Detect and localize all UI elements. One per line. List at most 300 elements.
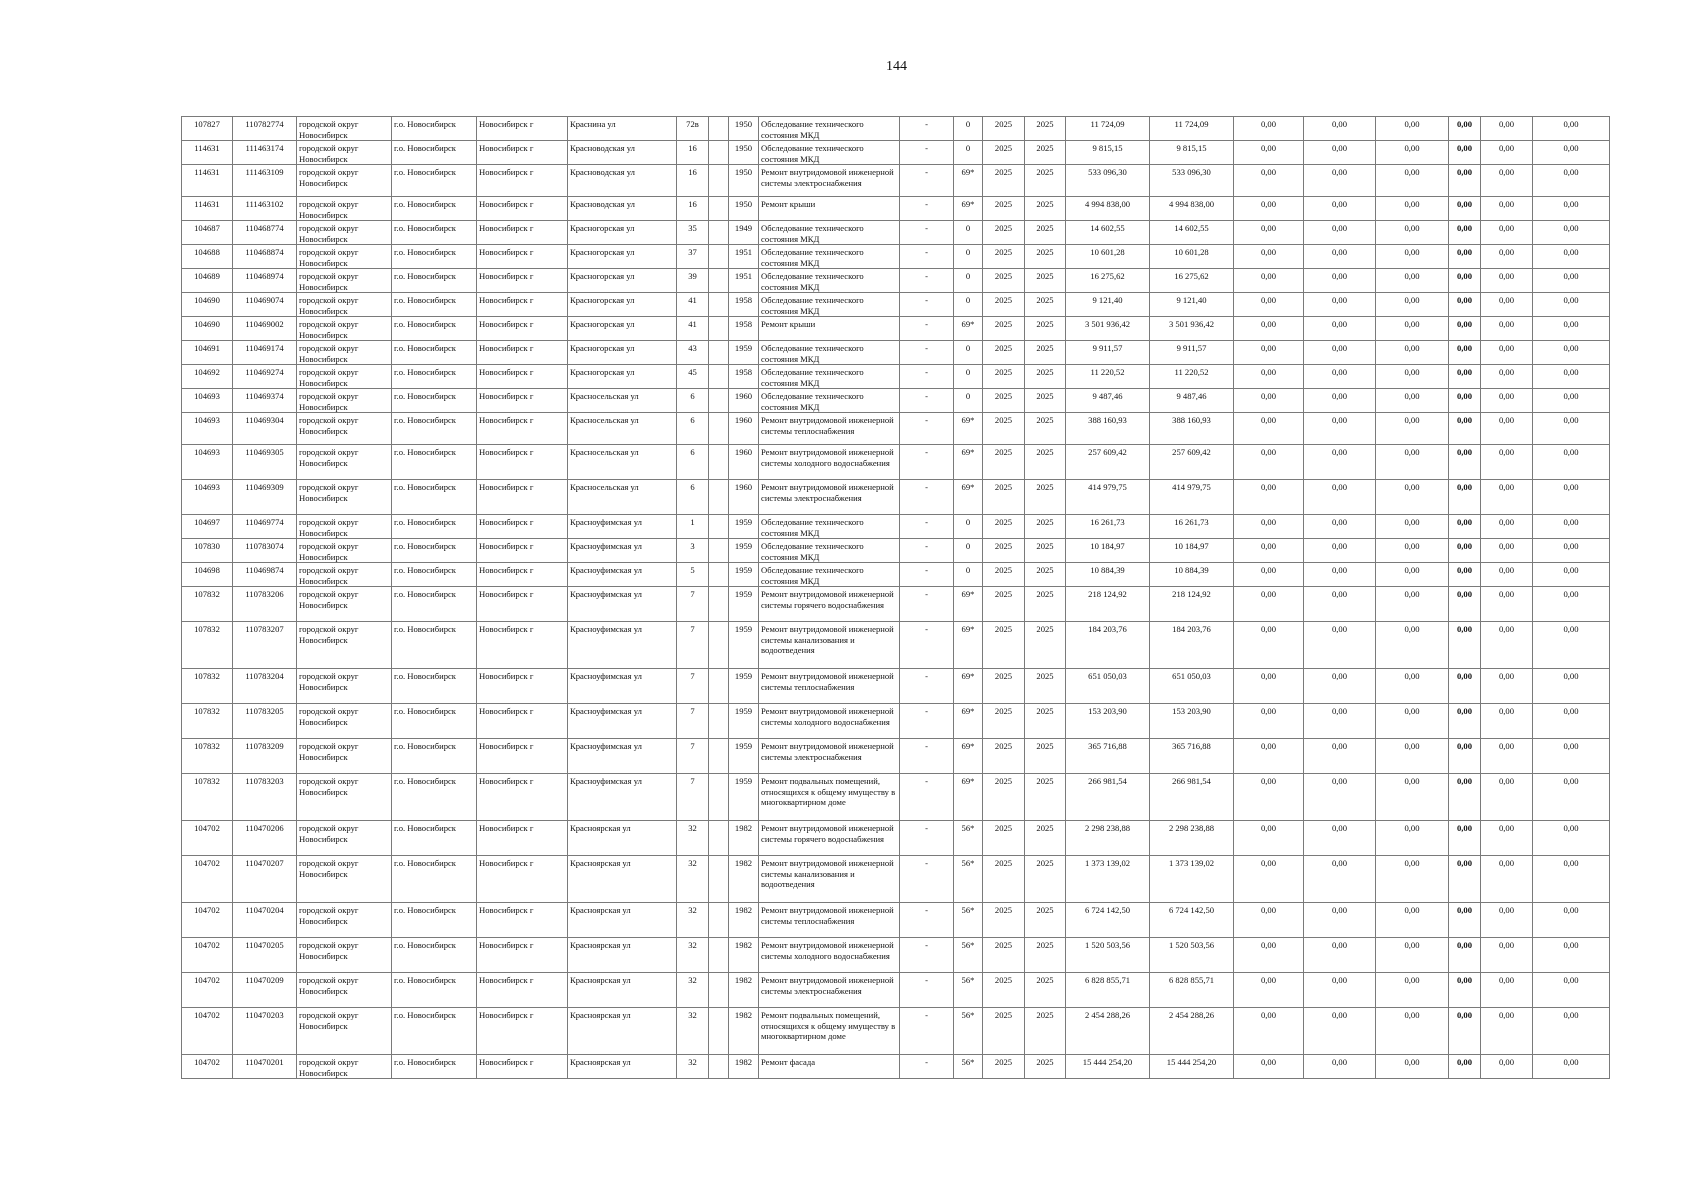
- table-row: [182, 165, 1610, 197]
- work-type-cell: Ремонт внутридомовой инженерной системы канализования и водоотведения: [759, 856, 900, 903]
- amount-cell-5: 0,00: [1481, 938, 1533, 973]
- year-cell: 1959: [729, 341, 759, 365]
- year-cell: 1958: [729, 317, 759, 341]
- street-cell: Красноярская ул: [568, 1055, 677, 1079]
- dash-cell: -: [900, 739, 954, 774]
- locality-cell: Новосибирск г: [477, 413, 568, 445]
- year-start-cell: 2025: [983, 245, 1025, 269]
- row-id: 107830: [182, 539, 233, 563]
- year-start-cell: 2025: [983, 445, 1025, 480]
- amount-cell-3: 0,00: [1376, 587, 1449, 622]
- locality-cell: Новосибирск г: [477, 269, 568, 293]
- year-start-cell: 2025: [983, 480, 1025, 515]
- municipality-cell: городской округ Новосибирск: [297, 856, 392, 903]
- year-cell: 1982: [729, 938, 759, 973]
- wear-percent-cell: 56*: [954, 973, 983, 1008]
- amount-cell-3: 0,00: [1376, 515, 1449, 539]
- municipality-cell: городской округ Новосибирск: [297, 973, 392, 1008]
- district-cell: г.о. Новосибирск: [392, 245, 477, 269]
- year-end-cell: 2025: [1025, 480, 1066, 515]
- amount-cell-4: 0,00: [1449, 117, 1481, 141]
- amount-cell-6: 0,00: [1533, 774, 1610, 821]
- work-type-cell: Ремонт подвальных помещений, относящихся к общему имуществу в многоквартирном доме: [759, 774, 900, 821]
- amount-cell-5: 0,00: [1481, 165, 1533, 197]
- street-cell: Красноярская ул: [568, 821, 677, 856]
- year-start-cell: 2025: [983, 669, 1025, 704]
- street-cell: Краснина ул: [568, 117, 677, 141]
- dash-cell: -: [900, 774, 954, 821]
- locality-cell: Новосибирск г: [477, 821, 568, 856]
- work-type-cell: Ремонт внутридомовой инженерной системы электроснабжения: [759, 973, 900, 1008]
- street-cell: Красноуфимская ул: [568, 669, 677, 704]
- dash-cell: -: [900, 141, 954, 165]
- wear-percent-cell: 69*: [954, 197, 983, 221]
- total-cost-cell: 14 602,55: [1150, 221, 1234, 245]
- street-cell: Красногорская ул: [568, 293, 677, 317]
- year-cell: 1950: [729, 141, 759, 165]
- wear-percent-cell: 56*: [954, 1055, 983, 1079]
- amount-cell-5: 0,00: [1481, 903, 1533, 938]
- municipality-cell: городской округ Новосибирск: [297, 539, 392, 563]
- amount-cell-6: 0,00: [1533, 587, 1610, 622]
- amount-cell-3: 0,00: [1376, 539, 1449, 563]
- work-type-cell: Ремонт внутридомовой инженерной системы холодного водоснабжения: [759, 704, 900, 739]
- amount-cell-2: 0,00: [1304, 141, 1376, 165]
- total-cost-cell: 218 124,92: [1150, 587, 1234, 622]
- street-cell: Красногорская ул: [568, 269, 677, 293]
- district-cell: г.о. Новосибирск: [392, 539, 477, 563]
- wear-percent-cell: 69*: [954, 445, 983, 480]
- blank-cell: [709, 669, 729, 704]
- cost-cell: 9 815,15: [1066, 141, 1150, 165]
- amount-cell-3: 0,00: [1376, 973, 1449, 1008]
- row-id: 104698: [182, 563, 233, 587]
- amount-cell-1: 0,00: [1234, 197, 1304, 221]
- amount-cell-3: 0,00: [1376, 445, 1449, 480]
- amount-cell-2: 0,00: [1304, 117, 1376, 141]
- blank-cell: [709, 141, 729, 165]
- row-id: 104690: [182, 317, 233, 341]
- total-cost-cell: 414 979,75: [1150, 480, 1234, 515]
- amount-cell-1: 0,00: [1234, 774, 1304, 821]
- row-code: 110469274: [233, 365, 297, 389]
- house-cell: 32: [677, 821, 709, 856]
- amount-cell-5: 0,00: [1481, 622, 1533, 669]
- house-cell: 43: [677, 341, 709, 365]
- cost-cell: 266 981,54: [1066, 774, 1150, 821]
- row-id: 107832: [182, 704, 233, 739]
- amount-cell-4: 0,00: [1449, 389, 1481, 413]
- year-cell: 1982: [729, 1008, 759, 1055]
- amount-cell-2: 0,00: [1304, 1055, 1376, 1079]
- amount-cell-5: 0,00: [1481, 269, 1533, 293]
- house-cell: 7: [677, 587, 709, 622]
- amount-cell-4: 0,00: [1449, 269, 1481, 293]
- municipality-cell: городской округ Новосибирск: [297, 821, 392, 856]
- row-id: 107827: [182, 117, 233, 141]
- district-cell: г.о. Новосибирск: [392, 165, 477, 197]
- locality-cell: Новосибирск г: [477, 539, 568, 563]
- cost-cell: 388 160,93: [1066, 413, 1150, 445]
- blank-cell: [709, 973, 729, 1008]
- district-cell: г.о. Новосибирск: [392, 774, 477, 821]
- district-cell: г.о. Новосибирск: [392, 445, 477, 480]
- year-start-cell: 2025: [983, 197, 1025, 221]
- amount-cell-6: 0,00: [1533, 704, 1610, 739]
- amount-cell-5: 0,00: [1481, 774, 1533, 821]
- year-cell: 1959: [729, 739, 759, 774]
- cost-cell: 3 501 936,42: [1066, 317, 1150, 341]
- year-start-cell: 2025: [983, 365, 1025, 389]
- street-cell: Красносельская ул: [568, 480, 677, 515]
- amount-cell-6: 0,00: [1533, 539, 1610, 563]
- table-row: [182, 669, 1610, 704]
- year-end-cell: 2025: [1025, 317, 1066, 341]
- municipality-cell: городской округ Новосибирск: [297, 365, 392, 389]
- amount-cell-4: 0,00: [1449, 480, 1481, 515]
- work-type-cell: Обследование технического состояния МКД: [759, 221, 900, 245]
- amount-cell-4: 0,00: [1449, 141, 1481, 165]
- year-start-cell: 2025: [983, 563, 1025, 587]
- house-cell: 35: [677, 221, 709, 245]
- house-cell: 6: [677, 413, 709, 445]
- district-cell: г.о. Новосибирск: [392, 739, 477, 774]
- row-code: 110783204: [233, 669, 297, 704]
- year-end-cell: 2025: [1025, 587, 1066, 622]
- wear-percent-cell: 0: [954, 515, 983, 539]
- amount-cell-4: 0,00: [1449, 165, 1481, 197]
- year-start-cell: 2025: [983, 704, 1025, 739]
- work-type-cell: Обследование технического состояния МКД: [759, 539, 900, 563]
- year-end-cell: 2025: [1025, 165, 1066, 197]
- total-cost-cell: 9 815,15: [1150, 141, 1234, 165]
- amount-cell-2: 0,00: [1304, 587, 1376, 622]
- table-row: [182, 221, 1610, 245]
- amount-cell-3: 0,00: [1376, 903, 1449, 938]
- municipality-cell: городской округ Новосибирск: [297, 245, 392, 269]
- wear-percent-cell: 69*: [954, 774, 983, 821]
- street-cell: Красногорская ул: [568, 341, 677, 365]
- year-cell: 1958: [729, 293, 759, 317]
- amount-cell-3: 0,00: [1376, 245, 1449, 269]
- year-start-cell: 2025: [983, 938, 1025, 973]
- row-code: 110470207: [233, 856, 297, 903]
- row-code: 110469874: [233, 563, 297, 587]
- municipality-cell: городской округ Новосибирск: [297, 197, 392, 221]
- amount-cell-4: 0,00: [1449, 704, 1481, 739]
- work-type-cell: Ремонт внутридомовой инженерной системы горячего водоснабжения: [759, 821, 900, 856]
- row-code: 110470203: [233, 1008, 297, 1055]
- amount-cell-2: 0,00: [1304, 704, 1376, 739]
- house-cell: 3: [677, 539, 709, 563]
- district-cell: г.о. Новосибирск: [392, 856, 477, 903]
- year-cell: 1959: [729, 587, 759, 622]
- amount-cell-4: 0,00: [1449, 821, 1481, 856]
- year-cell: 1960: [729, 445, 759, 480]
- amount-cell-2: 0,00: [1304, 165, 1376, 197]
- table-row: [182, 445, 1610, 480]
- year-cell: 1959: [729, 704, 759, 739]
- street-cell: Красногорская ул: [568, 221, 677, 245]
- house-cell: 5: [677, 563, 709, 587]
- municipality-cell: городской округ Новосибирск: [297, 903, 392, 938]
- row-id: 114631: [182, 141, 233, 165]
- amount-cell-3: 0,00: [1376, 563, 1449, 587]
- total-cost-cell: 16 261,73: [1150, 515, 1234, 539]
- amount-cell-1: 0,00: [1234, 365, 1304, 389]
- work-type-cell: Ремонт внутридомовой инженерной системы теплоснабжения: [759, 903, 900, 938]
- district-cell: г.о. Новосибирск: [392, 1008, 477, 1055]
- dash-cell: -: [900, 539, 954, 563]
- table-row: [182, 245, 1610, 269]
- amount-cell-2: 0,00: [1304, 413, 1376, 445]
- municipality-cell: городской округ Новосибирск: [297, 221, 392, 245]
- year-end-cell: 2025: [1025, 774, 1066, 821]
- dash-cell: -: [900, 856, 954, 903]
- district-cell: г.о. Новосибирск: [392, 1055, 477, 1079]
- amount-cell-6: 0,00: [1533, 389, 1610, 413]
- wear-percent-cell: 56*: [954, 938, 983, 973]
- municipality-cell: городской округ Новосибирск: [297, 165, 392, 197]
- amount-cell-5: 0,00: [1481, 413, 1533, 445]
- house-cell: 16: [677, 165, 709, 197]
- municipality-cell: городской округ Новосибирск: [297, 1055, 392, 1079]
- municipality-cell: городской округ Новосибирск: [297, 669, 392, 704]
- row-code: 111463102: [233, 197, 297, 221]
- year-cell: 1950: [729, 165, 759, 197]
- row-code: 110469074: [233, 293, 297, 317]
- wear-percent-cell: 0: [954, 365, 983, 389]
- house-cell: 7: [677, 739, 709, 774]
- work-type-cell: Ремонт внутридомовой инженерной системы электроснабжения: [759, 480, 900, 515]
- locality-cell: Новосибирск г: [477, 903, 568, 938]
- table-row: [182, 117, 1610, 141]
- amount-cell-1: 0,00: [1234, 515, 1304, 539]
- street-cell: Красноуфимская ул: [568, 704, 677, 739]
- amount-cell-4: 0,00: [1449, 856, 1481, 903]
- amount-cell-6: 0,00: [1533, 413, 1610, 445]
- amount-cell-5: 0,00: [1481, 197, 1533, 221]
- work-type-cell: Обследование технического состояния МКД: [759, 269, 900, 293]
- locality-cell: Новосибирск г: [477, 365, 568, 389]
- year-cell: 1959: [729, 669, 759, 704]
- table-row: [182, 973, 1610, 1008]
- amount-cell-1: 0,00: [1234, 587, 1304, 622]
- year-cell: 1959: [729, 563, 759, 587]
- amount-cell-3: 0,00: [1376, 821, 1449, 856]
- table-row: [182, 938, 1610, 973]
- street-cell: Красносельская ул: [568, 389, 677, 413]
- year-start-cell: 2025: [983, 221, 1025, 245]
- locality-cell: Новосибирск г: [477, 739, 568, 774]
- cost-cell: 9 911,57: [1066, 341, 1150, 365]
- amount-cell-2: 0,00: [1304, 269, 1376, 293]
- blank-cell: [709, 221, 729, 245]
- house-cell: 32: [677, 903, 709, 938]
- total-cost-cell: 1 373 139,02: [1150, 856, 1234, 903]
- amount-cell-1: 0,00: [1234, 821, 1304, 856]
- cost-cell: 365 716,88: [1066, 739, 1150, 774]
- amount-cell-1: 0,00: [1234, 938, 1304, 973]
- blank-cell: [709, 903, 729, 938]
- amount-cell-5: 0,00: [1481, 341, 1533, 365]
- house-cell: 6: [677, 480, 709, 515]
- table-row: [182, 269, 1610, 293]
- row-id: 104702: [182, 938, 233, 973]
- amount-cell-2: 0,00: [1304, 539, 1376, 563]
- street-cell: Красноуфимская ул: [568, 774, 677, 821]
- row-code: 110783206: [233, 587, 297, 622]
- row-id: 104692: [182, 365, 233, 389]
- total-cost-cell: 2 298 238,88: [1150, 821, 1234, 856]
- amount-cell-5: 0,00: [1481, 480, 1533, 515]
- dash-cell: -: [900, 293, 954, 317]
- locality-cell: Новосибирск г: [477, 669, 568, 704]
- amount-cell-6: 0,00: [1533, 938, 1610, 973]
- amount-cell-6: 0,00: [1533, 365, 1610, 389]
- blank-cell: [709, 165, 729, 197]
- year-cell: 1950: [729, 117, 759, 141]
- district-cell: г.о. Новосибирск: [392, 365, 477, 389]
- dash-cell: -: [900, 197, 954, 221]
- amount-cell-2: 0,00: [1304, 669, 1376, 704]
- row-id: 107832: [182, 587, 233, 622]
- amount-cell-1: 0,00: [1234, 704, 1304, 739]
- amount-cell-3: 0,00: [1376, 165, 1449, 197]
- row-id: 104702: [182, 903, 233, 938]
- work-type-cell: Обследование технического состояния МКД: [759, 365, 900, 389]
- district-cell: г.о. Новосибирск: [392, 317, 477, 341]
- amount-cell-3: 0,00: [1376, 1055, 1449, 1079]
- table-row: [182, 1008, 1610, 1055]
- year-start-cell: 2025: [983, 269, 1025, 293]
- amount-cell-1: 0,00: [1234, 539, 1304, 563]
- cost-cell: 16 275,62: [1066, 269, 1150, 293]
- amount-cell-5: 0,00: [1481, 245, 1533, 269]
- amount-cell-2: 0,00: [1304, 365, 1376, 389]
- row-id: 104702: [182, 821, 233, 856]
- year-end-cell: 2025: [1025, 1055, 1066, 1079]
- amount-cell-1: 0,00: [1234, 739, 1304, 774]
- year-start-cell: 2025: [983, 774, 1025, 821]
- total-cost-cell: 15 444 254,20: [1150, 1055, 1234, 1079]
- amount-cell-1: 0,00: [1234, 413, 1304, 445]
- row-id: 104693: [182, 413, 233, 445]
- district-cell: г.о. Новосибирск: [392, 903, 477, 938]
- work-type-cell: Ремонт внутридомовой инженерной системы холодного водоснабжения: [759, 938, 900, 973]
- blank-cell: [709, 197, 729, 221]
- row-code: 111463174: [233, 141, 297, 165]
- year-end-cell: 2025: [1025, 389, 1066, 413]
- page-number: 144: [886, 59, 907, 74]
- amount-cell-5: 0,00: [1481, 704, 1533, 739]
- row-code: 110469309: [233, 480, 297, 515]
- locality-cell: Новосибирск г: [477, 197, 568, 221]
- amount-cell-4: 0,00: [1449, 197, 1481, 221]
- amount-cell-4: 0,00: [1449, 739, 1481, 774]
- amount-cell-3: 0,00: [1376, 480, 1449, 515]
- amount-cell-2: 0,00: [1304, 739, 1376, 774]
- amount-cell-2: 0,00: [1304, 245, 1376, 269]
- cost-cell: 4 994 838,00: [1066, 197, 1150, 221]
- work-type-cell: Обследование технического состояния МКД: [759, 141, 900, 165]
- amount-cell-6: 0,00: [1533, 1008, 1610, 1055]
- district-cell: г.о. Новосибирск: [392, 197, 477, 221]
- total-cost-cell: 388 160,93: [1150, 413, 1234, 445]
- amount-cell-6: 0,00: [1533, 141, 1610, 165]
- amount-cell-4: 0,00: [1449, 245, 1481, 269]
- amount-cell-5: 0,00: [1481, 973, 1533, 1008]
- year-cell: 1959: [729, 774, 759, 821]
- dash-cell: -: [900, 117, 954, 141]
- total-cost-cell: 9 121,40: [1150, 293, 1234, 317]
- amount-cell-2: 0,00: [1304, 622, 1376, 669]
- amount-cell-2: 0,00: [1304, 563, 1376, 587]
- row-code: 110469774: [233, 515, 297, 539]
- cost-cell: 257 609,42: [1066, 445, 1150, 480]
- work-type-cell: Обследование технического состояния МКД: [759, 389, 900, 413]
- district-cell: г.о. Новосибирск: [392, 293, 477, 317]
- table-row: [182, 317, 1610, 341]
- cost-cell: 11 220,52: [1066, 365, 1150, 389]
- amount-cell-6: 0,00: [1533, 821, 1610, 856]
- blank-cell: [709, 1055, 729, 1079]
- table-row: [182, 587, 1610, 622]
- dash-cell: -: [900, 221, 954, 245]
- wear-percent-cell: 0: [954, 563, 983, 587]
- year-end-cell: 2025: [1025, 245, 1066, 269]
- blank-cell: [709, 515, 729, 539]
- municipality-cell: городской округ Новосибирск: [297, 739, 392, 774]
- blank-cell: [709, 539, 729, 563]
- wear-percent-cell: 0: [954, 389, 983, 413]
- amount-cell-3: 0,00: [1376, 365, 1449, 389]
- year-start-cell: 2025: [983, 739, 1025, 774]
- blank-cell: [709, 739, 729, 774]
- locality-cell: Новосибирск г: [477, 587, 568, 622]
- row-id: 104687: [182, 221, 233, 245]
- blank-cell: [709, 117, 729, 141]
- amount-cell-2: 0,00: [1304, 938, 1376, 973]
- work-type-cell: Обследование технического состояния МКД: [759, 563, 900, 587]
- cost-cell: 153 203,90: [1066, 704, 1150, 739]
- year-end-cell: 2025: [1025, 141, 1066, 165]
- amount-cell-3: 0,00: [1376, 739, 1449, 774]
- year-end-cell: 2025: [1025, 856, 1066, 903]
- row-code: 110783074: [233, 539, 297, 563]
- dash-cell: -: [900, 622, 954, 669]
- amount-cell-1: 0,00: [1234, 903, 1304, 938]
- municipality-cell: городской округ Новосибирск: [297, 480, 392, 515]
- amount-cell-5: 0,00: [1481, 141, 1533, 165]
- amount-cell-5: 0,00: [1481, 365, 1533, 389]
- amount-cell-2: 0,00: [1304, 1008, 1376, 1055]
- house-cell: 6: [677, 389, 709, 413]
- locality-cell: Новосибирск г: [477, 480, 568, 515]
- year-start-cell: 2025: [983, 389, 1025, 413]
- row-code: 110469304: [233, 413, 297, 445]
- blank-cell: [709, 413, 729, 445]
- district-cell: г.о. Новосибирск: [392, 622, 477, 669]
- amount-cell-3: 0,00: [1376, 269, 1449, 293]
- blank-cell: [709, 587, 729, 622]
- municipality-cell: городской округ Новосибирск: [297, 141, 392, 165]
- district-cell: г.о. Новосибирск: [392, 117, 477, 141]
- table-row: [182, 856, 1610, 903]
- amount-cell-6: 0,00: [1533, 221, 1610, 245]
- table-row: [182, 341, 1610, 365]
- year-start-cell: 2025: [983, 856, 1025, 903]
